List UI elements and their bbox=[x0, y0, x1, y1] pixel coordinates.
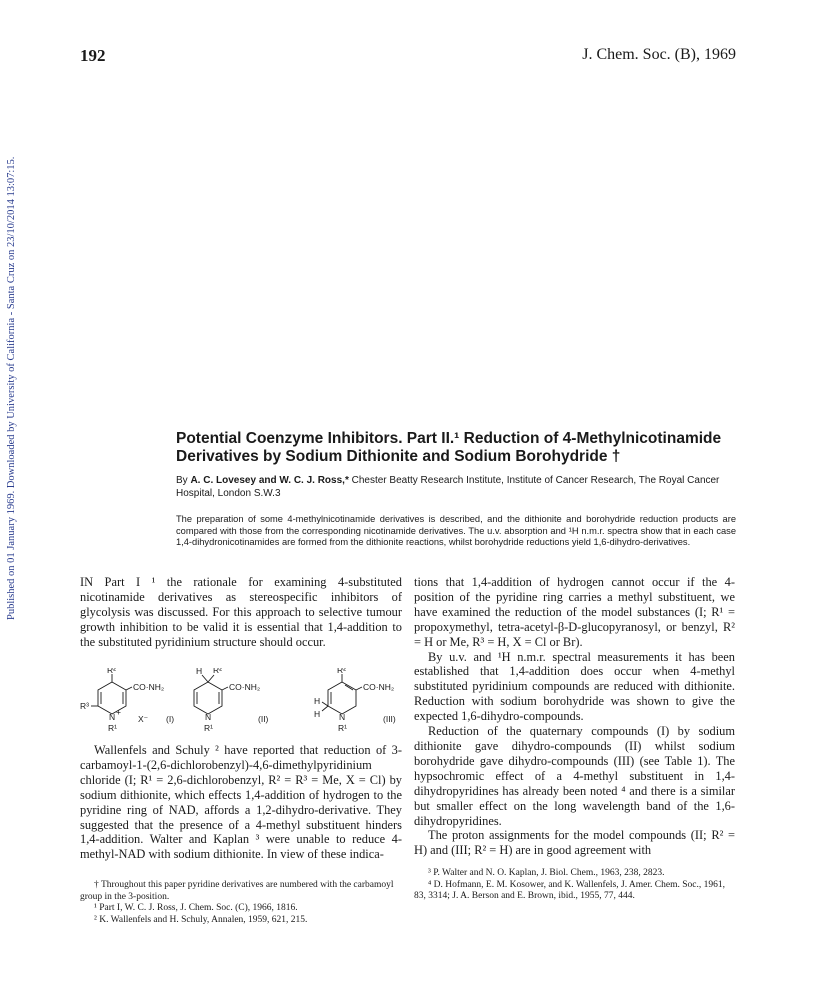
author-names: A. C. Lovesey and W. C. J. Ross,* bbox=[190, 475, 349, 486]
struct2-label: (II) bbox=[258, 714, 269, 724]
struct1-r3: R³ bbox=[80, 701, 89, 711]
page-number: 192 bbox=[80, 46, 106, 65]
journal-citation: J. Chem. Soc. (B), 1969 bbox=[582, 46, 736, 63]
struct3-r2: R² bbox=[337, 668, 346, 675]
watermark-text: Published on 01 January 1969. Downloaded by University of California - Santa Cruz on 23/10/2014 13:07:15. bbox=[6, 156, 17, 620]
affiliation: Chester Beatty Research Institute, Institute of Cancer Research, The Royal Cancer Hospital, London S.W.3 bbox=[176, 475, 720, 499]
struct1-plus: + bbox=[116, 707, 121, 717]
struct2-h: H bbox=[196, 668, 203, 676]
left-column-bottom bbox=[80, 743, 402, 862]
struct1-r1: R¹ bbox=[108, 723, 117, 733]
footnotes-right bbox=[414, 868, 735, 903]
structure-II bbox=[194, 675, 228, 714]
struct1-anion: X⁻ bbox=[138, 714, 149, 724]
right-column bbox=[414, 575, 735, 858]
footnote-ref-1: ¹ Part I, W. C. J. Ross, J. Chem. Soc. (C), 1966, 1816. bbox=[94, 903, 298, 913]
byline bbox=[176, 475, 736, 500]
struct2-n: N bbox=[205, 712, 212, 722]
struct1-substituent: CO·NH₂ bbox=[133, 682, 165, 692]
struct2-r1: R¹ bbox=[204, 723, 213, 733]
footnotes-left bbox=[80, 880, 402, 926]
structure-III bbox=[322, 674, 362, 714]
structure-I bbox=[91, 674, 132, 714]
paragraph-wallenfels: Wallenfels and Schuly ² have reported that reduction of 3-carbamoyl-1-(2,6-dichlorobenzyl)-4,6-dimethylpyridinium chloride (I; R¹ = 2,6-dichlorobenzyl, R² = R³ = Me, X = Cl) by sodium dithionite, which effects 1,4-addition of hydrogen to the pyridine ring of NAD, affords a 1,2-dihydro-derivative. They suggested that the presence of a 4-methyl substituent hinders 1,4-addition. Walter and Kaplan ³ were unable to reduce 4-methyl-NAD with sodium dithionite. In view of these indica- bbox=[80, 743, 402, 862]
struct1-n: N bbox=[109, 712, 116, 722]
footnote-ref-3: ³ P. Walter and N. O. Kaplan, J. Biol. Chem., 1963, 238, 2823. bbox=[428, 868, 665, 878]
paragraph-assignments: The proton assignments for the model compounds (II; R² = H) and (III; R² = H) are in good agreement with bbox=[414, 828, 735, 858]
paragraph-spectral: By u.v. and ¹H n.m.r. spectral measurements it has been established that 1,4-addition does occur when 4-methyl substituted pyridinium compounds are reduced with dithionite. Reduction with sodium borohydride was shown to give the expected 1,6-dihydro-compounds. bbox=[414, 649, 735, 724]
chemical-structures bbox=[80, 668, 410, 740]
article-title: Potential Coenzyme Inhibitors. Part II.¹ Reduction of 4-Methylnicotinamide Derivatives by Sodium Dithionite and Sodium Borohydride † bbox=[176, 430, 722, 465]
struct3-r1: R¹ bbox=[338, 723, 347, 733]
paragraph-continuation: tions that 1,4-addition of hydrogen cannot occur if the 4-position of the pyridine ring carries a methyl substituent, we have examined the reduction of the model substances (I; R¹ = propoxymethyl, tetra-acetyl-β-D-glucopyranosyl, or benzyl, R² = H or Me, R³ = H, X = Cl or Br). bbox=[414, 575, 735, 649]
footnote-dagger: † Throughout this paper pyridine derivatives are numbered with the carbamoyl group in the 3-position. bbox=[80, 880, 394, 902]
paragraph-reduction: Reduction of the quaternary compounds (I) by sodium dithionite gave dihydro-compounds (II) whilst sodium borohydride gave dihydro-compounds (III) (see Table 1). The hypsochromic effect of a 4-methyl substituent in 1,4-dihydropyridines has already been noted ⁴ and there is a similar but smaller effect on the long wavelength band of the 1,6-dihydropyridines. bbox=[414, 724, 735, 828]
struct1-label: (I) bbox=[166, 714, 175, 724]
abstract: The preparation of some 4-methylnicotinamide derivatives is described, and the dithionite and borohydride reduction products are compared with those from the corresponding nicotinamide derivatives. The u.v. absorption and ¹H n.m.r. spectra show that in each case 1,4-dihydronicotinamides are formed from the dithionite reactions, whilst borohydride reductions yield 1,6-dihydro-derivatives. bbox=[176, 514, 736, 548]
struct3-n: N bbox=[339, 712, 346, 722]
struct3-h-lower: H bbox=[314, 709, 321, 719]
footnote-ref-2: ² K. Wallenfels and H. Schuly, Annalen, 1959, 621, 215. bbox=[94, 914, 308, 925]
footnote-ref-4: ⁴ D. Hofmann, E. M. Kosower, and K. Wallenfels, J. Amer. Chem. Soc., 1961, 83, 3314; J. A. Berson and E. Brown, ibid., 1955, 77, 444. bbox=[414, 879, 725, 901]
paragraph-intro: IN Part I ¹ the rationale for examining 4-substituted nicotinamide derivatives as stereospecific inhibitors of glycolysis was discussed. For this approach to selective tumour growth inhibition to be valid it is essential that 1,4-addition to the substituted pyridinium structure should occur. bbox=[80, 575, 402, 649]
struct2-substituent: CO·NH₂ bbox=[229, 682, 261, 692]
struct3-substituent: CO·NH₂ bbox=[363, 682, 395, 692]
struct1-r2: R² bbox=[107, 668, 116, 675]
struct3-label: (III) bbox=[383, 714, 396, 724]
struct3-h-upper: H bbox=[314, 696, 321, 706]
download-watermark bbox=[6, 150, 20, 620]
byline-prefix: By bbox=[176, 475, 191, 486]
left-column-top bbox=[80, 575, 402, 650]
struct2-r2: R² bbox=[213, 668, 222, 675]
